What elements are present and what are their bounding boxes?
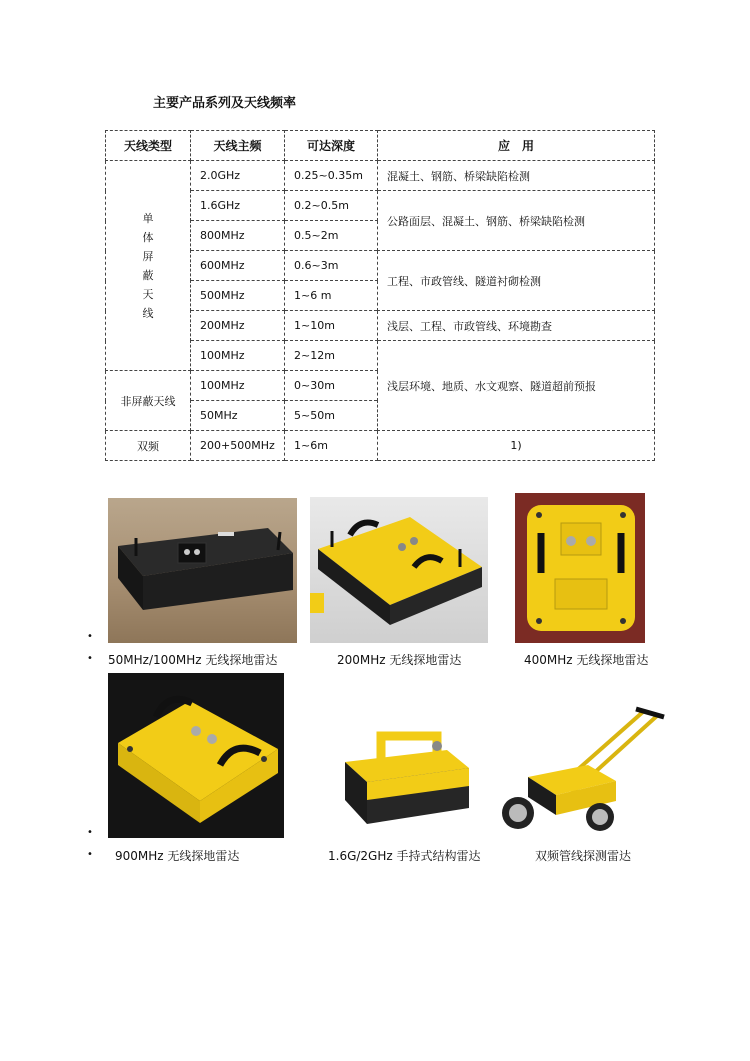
depth-cell: 0.6~3m xyxy=(285,251,378,281)
yellow-gpr-antenna-top-photo xyxy=(515,493,645,643)
depth-cell: 0.2~0.5m xyxy=(285,191,378,221)
table-header-row xyxy=(106,131,655,161)
yellow-gpr-antenna-900-photo xyxy=(108,673,284,838)
cart-radar-photo xyxy=(498,705,666,833)
application-cell: 公路面层、混凝土、钢筋、桥梁缺陷检测 xyxy=(378,191,655,251)
handheld-radar-photo xyxy=(337,720,475,830)
bullet: • xyxy=(87,849,93,860)
depth-cell: 1~10m xyxy=(285,311,378,341)
caption-200mhz: 200MHz 无线探地雷达 xyxy=(337,653,462,667)
freq-cell: 100MHz xyxy=(191,371,285,401)
depth-cell: 1~6 m xyxy=(285,281,378,311)
application-cell: 浅层环境、地质、水文观察、隧道超前预报 xyxy=(378,341,655,431)
table-row xyxy=(106,161,655,191)
antenna-spec-table xyxy=(105,130,655,461)
depth-cell: 5~50m xyxy=(285,401,378,431)
freq-cell: 600MHz xyxy=(191,251,285,281)
page-heading: 主要产品系列及天线频率 xyxy=(153,96,297,111)
depth-cell: 0.5~2m xyxy=(285,221,378,251)
bullet: • xyxy=(87,827,93,838)
freq-cell: 2.0GHz xyxy=(191,161,285,191)
application-cell: 浅层、工程、市政管线、环境勘查 xyxy=(378,311,655,341)
yellow-gpr-antenna-photo xyxy=(310,497,488,643)
caption-900mhz: 900MHz 无线探地雷达 xyxy=(115,849,240,863)
depth-cell: 0.25~0.35m xyxy=(285,161,378,191)
group-dual-frequency: 双频 xyxy=(106,431,191,461)
caption-handheld: 1.6G/2GHz 手持式结构雷达 xyxy=(328,849,481,863)
header-depth: 可达深度 xyxy=(285,131,378,161)
freq-cell: 200+500MHz xyxy=(191,431,285,461)
table-row xyxy=(106,431,655,461)
application-cell: 混凝土、钢筋、桥梁缺陷检测 xyxy=(378,161,655,191)
application-cell: 工程、市政管线、隧道衬砌检测 xyxy=(378,251,655,311)
header-frequency: 天线主频 xyxy=(191,131,285,161)
caption-50-100mhz: 50MHz/100MHz 无线探地雷达 xyxy=(108,653,278,667)
caption-dual-frequency: 双频管线探测雷达 xyxy=(535,849,632,863)
application-cell: 1) xyxy=(378,431,655,461)
group-unshielded-antenna: 非屏蔽天线 xyxy=(106,371,191,431)
depth-cell: 2~12m xyxy=(285,341,378,371)
header-application: 应 用 xyxy=(378,131,655,161)
freq-cell: 50MHz xyxy=(191,401,285,431)
black-gpr-antenna-photo xyxy=(108,498,297,643)
freq-cell: 100MHz xyxy=(191,341,285,371)
freq-cell: 800MHz xyxy=(191,221,285,251)
freq-cell: 1.6GHz xyxy=(191,191,285,221)
bullet: • xyxy=(87,653,93,664)
header-antenna-type: 天线类型 xyxy=(106,131,191,161)
freq-cell: 500MHz xyxy=(191,281,285,311)
caption-400mhz: 400MHz 无线探地雷达 xyxy=(524,653,649,667)
group-shielded-antenna: 单 体 屏 蔽 天 线 xyxy=(106,161,191,371)
bullet: • xyxy=(87,631,93,642)
depth-cell: 0~30m xyxy=(285,371,378,401)
depth-cell: 1~6m xyxy=(285,431,378,461)
freq-cell: 200MHz xyxy=(191,311,285,341)
